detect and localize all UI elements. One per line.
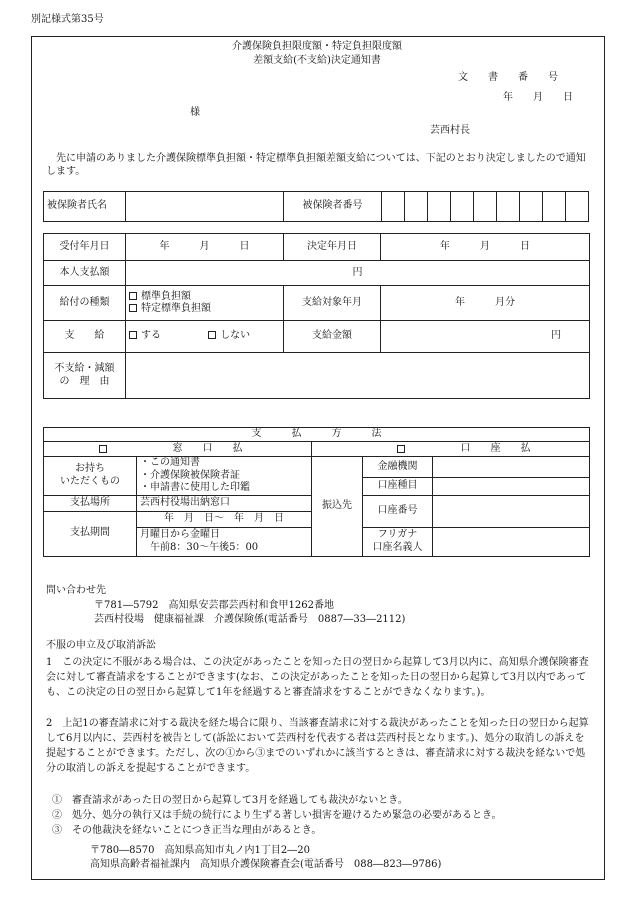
payment-place-label: 支払場所 bbox=[44, 495, 137, 511]
form-id: 別記様式第35号 bbox=[31, 14, 104, 25]
insured-number-digit[interactable] bbox=[496, 192, 519, 222]
self-pay-field[interactable] bbox=[126, 261, 590, 286]
received-date-label: 受付年月日 bbox=[44, 234, 126, 261]
transfer-label: 振込先 bbox=[312, 457, 363, 557]
payment-period-dates: 年 月 日～ 年 月 日 bbox=[137, 511, 312, 527]
bank-payment-header[interactable]: 口 座 払 bbox=[312, 442, 590, 457]
insured-number-digit[interactable] bbox=[427, 192, 450, 222]
review-board-office: 高知県高齢者福祉課内 高知県介護保険審査会(電話番号 088―823―9786) bbox=[90, 859, 442, 870]
checkbox-icon[interactable] bbox=[99, 445, 107, 453]
payment-decision-options bbox=[126, 321, 284, 353]
benefit-option-standard[interactable]: 標準負担額 bbox=[129, 291, 280, 304]
account-number-label: 口座番号 bbox=[363, 495, 433, 527]
payment-method-header: 支 払 方 法 bbox=[44, 428, 590, 442]
addressee-suffix: 様 bbox=[190, 107, 200, 118]
checkbox-icon[interactable] bbox=[129, 292, 137, 300]
checkbox-icon[interactable] bbox=[397, 445, 405, 453]
insured-table bbox=[43, 191, 589, 222]
self-pay-unit: 円 bbox=[352, 266, 363, 278]
insured-number-digit[interactable] bbox=[565, 192, 588, 222]
date-label: 年 月 日 bbox=[503, 92, 573, 103]
doc-number-label: 文 書 番 号 bbox=[458, 72, 558, 83]
checkbox-icon[interactable] bbox=[129, 331, 137, 339]
payment-not-option[interactable]: しない bbox=[208, 330, 250, 341]
bank-field[interactable] bbox=[433, 457, 590, 478]
bank-label: 金融機関 bbox=[363, 457, 433, 478]
bring-items-list: ・この通知書 ・介護保険被保険者証 ・申請書に使用した印鑑 bbox=[137, 457, 312, 496]
payment-decision-label: 支 給 bbox=[44, 321, 126, 353]
title-line-2: 差額支給(不支給)決定通知書 bbox=[253, 55, 381, 66]
appeal-item-1: ① 審査請求があった日の翌日から起算して3月を経過しても裁決がないとき。 bbox=[52, 795, 408, 806]
account-holder-field[interactable] bbox=[433, 527, 590, 556]
account-type-field[interactable] bbox=[433, 478, 590, 495]
amount-unit: 円 bbox=[551, 330, 561, 342]
insured-number-label: 被保険者番号 bbox=[284, 192, 381, 222]
checkbox-icon[interactable] bbox=[129, 304, 137, 312]
title-line-1: 介護保険負担限度額・特定負担限度額 bbox=[232, 41, 402, 52]
intro-text: 先に申請のありました介護保険標準負担額・特定標準負担額差額支給については、下記のとおり決定しましたので通知します。 bbox=[46, 153, 586, 177]
decided-date-label: 決定年月日 bbox=[284, 234, 381, 261]
contact-office: 芸西村役場 健康福祉課 介護保険係(電話番号 0887―33―2112) bbox=[94, 614, 406, 625]
reason-label: 不支給・減額 の 理 由 bbox=[44, 353, 126, 399]
account-number-field[interactable] bbox=[433, 495, 590, 527]
issuer: 芸西村長 bbox=[430, 125, 470, 136]
self-pay-label: 本人支払額 bbox=[44, 261, 126, 286]
target-month-label: 支給対象年月 bbox=[284, 286, 381, 321]
benefit-option-special[interactable]: 特定標準負担額 bbox=[129, 303, 280, 316]
payment-method-table bbox=[43, 427, 590, 557]
payment-period-hours: 月曜日から金曜日 午前8：30～午後5：00 bbox=[137, 527, 312, 556]
benefit-type-label: 給付の種類 bbox=[44, 286, 126, 321]
insured-number-digit[interactable] bbox=[450, 192, 473, 222]
bring-items-label: お持ち いただくもの bbox=[44, 457, 137, 496]
amount-label: 支給金額 bbox=[284, 321, 381, 353]
contact-address: 〒781―5792 高知県安芸郡芸西村和食甲1262番地 bbox=[94, 600, 334, 611]
account-holder-label: フリガナ 口座名義人 bbox=[363, 527, 433, 556]
insured-name-label: 被保険者氏名 bbox=[44, 192, 126, 222]
received-date-field[interactable]: 年 月 日 bbox=[126, 234, 284, 261]
amount-field[interactable] bbox=[381, 321, 590, 353]
appeal-item-3: ③ その他裁決を経ないことにつき正当な理由があるとき。 bbox=[52, 825, 322, 836]
appeal-paragraph-2: 2 上記1の審査請求に対する裁決を経た場合に限り、当該審査請求に対する裁決があったことを知った日の翌日から起算して6月以内に、芸西村を被告として(訴訟において芸西村を代表する者は芸西村長となります。)、処分の取消しの訴えを提起することができます。ただし、次の①から③までのいずれかに該当するときは、審査請求に対する裁決を経ないで処分の取消しの訴えを提起することができます。 bbox=[46, 718, 589, 774]
payment-place-value: 芸西村役場出納窓口 bbox=[137, 495, 312, 511]
account-type-label: 口座種目 bbox=[363, 478, 433, 495]
target-month-field[interactable]: 年 月分 bbox=[381, 286, 590, 321]
appeal-heading: 不服の申立及び取消訴訟 bbox=[46, 640, 156, 651]
decided-date-field[interactable]: 年 月 日 bbox=[381, 234, 590, 261]
review-board-address: 〒780―8570 高知県高知市丸ノ内1丁目2―20 bbox=[90, 845, 310, 856]
insured-number-digit[interactable] bbox=[473, 192, 496, 222]
window-payment-header[interactable]: 窓 口 払 bbox=[44, 442, 312, 457]
benefit-type-options bbox=[126, 286, 284, 321]
appeal-item-2: ② 処分、処分の執行又は手続の続行により生ずる著しい損害を避けるため緊急の必要があるとき。 bbox=[52, 810, 502, 821]
insured-name-field[interactable] bbox=[126, 192, 284, 222]
insured-number-digit[interactable] bbox=[542, 192, 565, 222]
checkbox-icon[interactable] bbox=[208, 331, 216, 339]
payment-period-label: 支払期間 bbox=[44, 511, 137, 556]
contact-heading: 問い合わせ先 bbox=[46, 585, 106, 596]
insured-number-digit[interactable] bbox=[381, 192, 404, 222]
reason-field[interactable] bbox=[126, 353, 590, 399]
decision-table bbox=[43, 233, 590, 399]
appeal-paragraph-1: 1 この決定に不服がある場合は、この決定があったことを知った日の翌日から起算して3月以内に、高知県介護保険審査会に対して審査請求をすることができます(なお、この決定があったことを知った日の翌日から起算して3月以内であっても、この決定の日の翌日から起算して1年を経過すると審査請求をすることができなくなります。)。 bbox=[46, 657, 589, 698]
payment-do-option[interactable]: する bbox=[129, 330, 161, 341]
insured-number-digit[interactable] bbox=[404, 192, 427, 222]
insured-number-digit[interactable] bbox=[519, 192, 542, 222]
